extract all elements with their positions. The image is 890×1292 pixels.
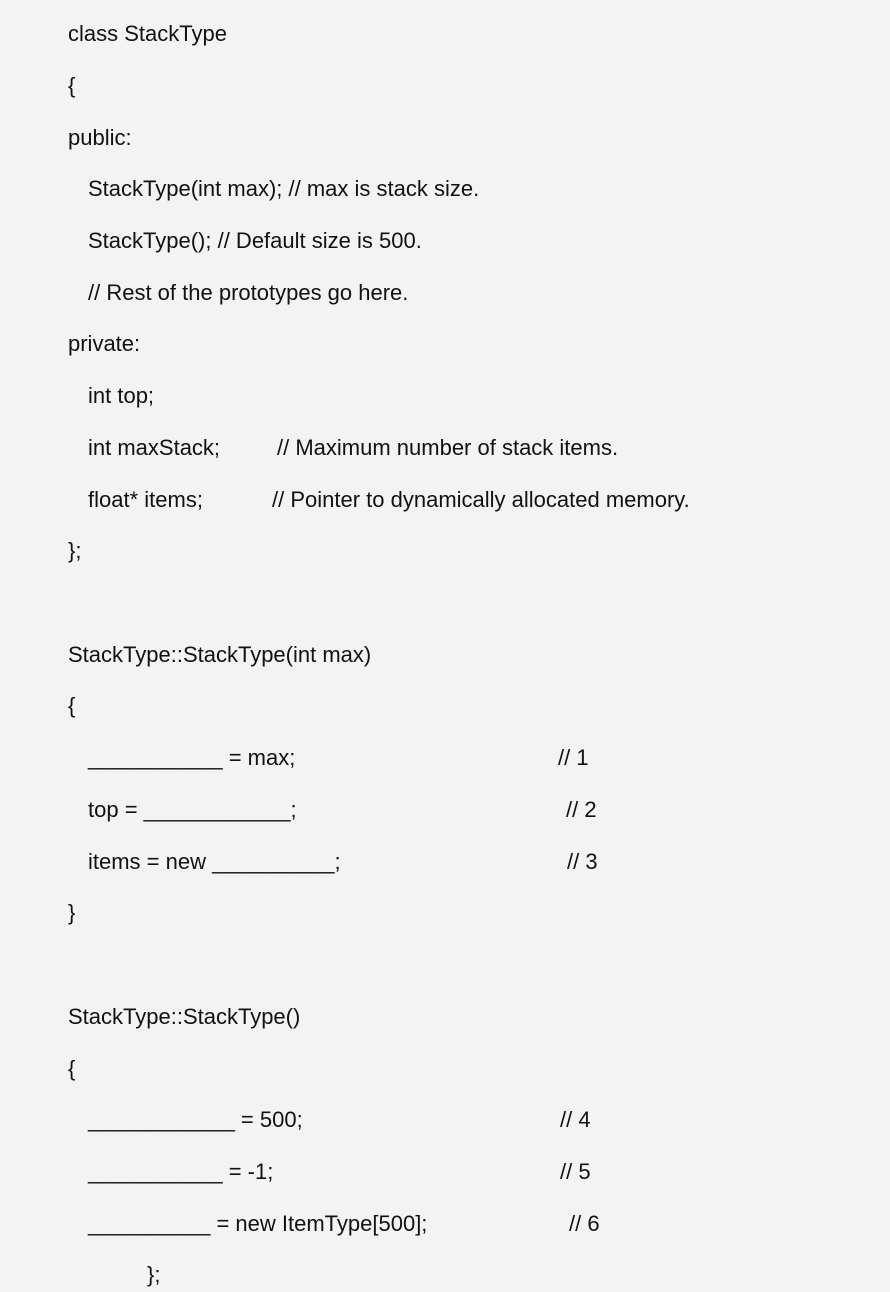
fill-in-blank-line: top = ____________;	[88, 797, 297, 822]
close-brace: };	[147, 1262, 161, 1287]
blank-number: // 3	[567, 849, 598, 874]
blank-number: // 1	[558, 745, 589, 770]
open-brace: {	[68, 73, 76, 98]
private-label: private:	[68, 331, 141, 356]
constructor-header: StackType::StackType(int max)	[68, 642, 372, 667]
fill-in-blank-line: items = new __________;	[88, 849, 341, 874]
member-line: int maxStack;	[88, 435, 221, 460]
close-brace: };	[68, 538, 82, 563]
comment-line: // Rest of the prototypes go here.	[88, 280, 409, 305]
prototype-line: StackType(); // Default size is 500.	[88, 228, 422, 253]
member-line: float* items;	[88, 487, 203, 512]
fill-in-blank-line: ____________ = 500;	[88, 1107, 303, 1132]
close-brace: }	[68, 900, 76, 925]
class-declaration: class StackType	[68, 21, 227, 46]
public-label: public:	[68, 125, 132, 150]
member-line: int top;	[88, 383, 155, 408]
fill-in-blank-line: __________ = new ItemType[500];	[88, 1211, 428, 1236]
fill-in-blank-line: ___________ = -1;	[88, 1159, 274, 1184]
blank-number: // 4	[560, 1107, 591, 1132]
blank-number: // 2	[566, 797, 597, 822]
fill-in-blank-line: ___________ = max;	[88, 745, 296, 770]
open-brace: {	[68, 1056, 76, 1081]
open-brace: {	[68, 693, 76, 718]
constructor-header: StackType::StackType()	[68, 1004, 301, 1029]
blank-number: // 5	[560, 1159, 591, 1184]
prototype-line: StackType(int max); // max is stack size.	[88, 176, 480, 201]
member-comment: // Maximum number of stack items.	[277, 435, 619, 460]
blank-number: // 6	[569, 1211, 600, 1236]
member-comment: // Pointer to dynamically allocated memory.	[272, 487, 690, 512]
